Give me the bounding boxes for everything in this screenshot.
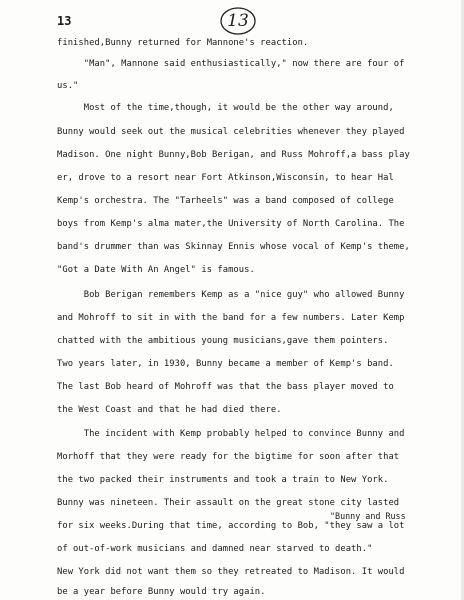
text-line: Kemp's orchestra. The "Tarheels" was a band composed of college xyxy=(57,196,394,206)
text-line: Bunny would seek out the musical celebrities whenever they played xyxy=(57,127,405,137)
text-line: us." xyxy=(57,81,79,91)
text-line: chatted with the ambitious young musicians,gave them pointers. xyxy=(57,336,389,346)
text-line: Bunny was nineteen. Their assault on the great stone city lasted xyxy=(57,498,400,508)
interlinear-insertion: "Bunny and Russ xyxy=(330,511,406,521)
text-line: Most of the time,though, it would be the other way around, xyxy=(57,103,394,113)
text-line: band's drummer than was Skinnay Ennis whose vocal of Kemp's theme, xyxy=(57,242,410,252)
text-line: "Got a Date With An Angel" is famous. xyxy=(57,265,255,275)
text-line: the West Coast and that he had died there. xyxy=(57,405,282,415)
text-line: Two years later, in 1930, Bunny became a member of Kemp's band. xyxy=(57,359,394,369)
text-line: of out-of-work musicians and damned near starved to death." xyxy=(57,544,373,554)
page-number: 13 xyxy=(57,14,72,28)
text-line: New York did not want them so they retreated to Madison. It would xyxy=(57,567,405,577)
text-line: and Mohroff to sit in with the band for a few numbers. Later Kemp xyxy=(57,313,405,323)
handwritten-circled-page-number xyxy=(218,6,258,36)
text-line: Morhoff that they were ready for the bigtime for soon after that xyxy=(57,452,400,462)
text-line: Bob Berigan remembers Kemp as a "nice guy" who allowed Bunny xyxy=(57,290,405,300)
text-line: for six weeks.During that time, according to Bob, "they saw a lot xyxy=(57,521,405,531)
text-line: Madison. One night Bunny,Bob Berigan, and Russ Mohroff,a bass play xyxy=(57,150,410,160)
text-line: be a year before Bunny would try again. xyxy=(57,587,266,597)
text-line: The incident with Kemp probably helped to convince Bunny and xyxy=(57,429,405,439)
text-line: The last Bob heard of Mohroff was that the bass player moved to xyxy=(57,382,394,392)
text-line: "Man", Mannone said enthusiastically," now there are four of xyxy=(57,59,405,69)
text-line: finished,Bunny returned for Mannone's reaction. xyxy=(57,38,309,48)
text-line: the two packed their instruments and took a train to New York. xyxy=(57,475,389,485)
text-line: er, drove to a resort near Fort Atkinson,Wisconsin, to hear Hal xyxy=(57,173,394,183)
handwritten-number: 13 xyxy=(227,11,249,31)
text-line: boys from Kemp's alma mater,the University of North Carolina. The xyxy=(57,219,405,229)
